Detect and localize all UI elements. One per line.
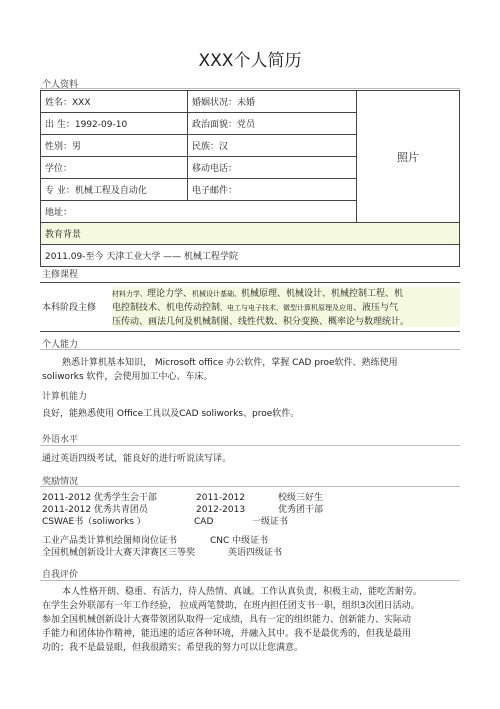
- award-item: 优秀团干部: [278, 505, 324, 515]
- award-item: 校级三好生: [278, 493, 324, 503]
- photo-placeholder: 照片: [357, 91, 460, 223]
- degree-cell: 学位：: [41, 157, 188, 179]
- politics-cell: 政治面貌：党员: [188, 113, 357, 135]
- divider: [40, 580, 460, 581]
- computer-text: 良好，能熟悉使用 Office工具以及CAD soliworks、proe软件。: [42, 409, 300, 419]
- email-cell: 电子邮件：: [188, 179, 357, 201]
- award-row: [42, 516, 462, 528]
- courses-line-1: [112, 287, 460, 301]
- cert-item: CNC 中级证书: [210, 536, 269, 546]
- section-foreign-language: 外语水平: [42, 435, 79, 445]
- awards-list: [42, 492, 462, 528]
- award-year: 2012-2013: [196, 505, 246, 515]
- courses-label: 本科阶段主修: [42, 303, 97, 313]
- page-title: XXX个人简历: [198, 51, 302, 71]
- section-awards: 奖励情况: [42, 477, 79, 487]
- cert-row: [42, 535, 462, 547]
- award-item: 2011-2012 优秀共青团员: [42, 505, 148, 515]
- divider: [40, 349, 460, 350]
- cert-item: 工业产品类计算机绘图师岗位证书: [42, 536, 178, 546]
- course-item: 、电工与电子技术、微型计算机原理及应用: [220, 304, 354, 312]
- cert-row: [42, 547, 462, 559]
- section-self-evaluation: 自我评价: [42, 570, 79, 580]
- birth-cell: 出 生：1992-09-10: [41, 113, 188, 135]
- courses-list: [112, 287, 460, 327]
- section-ability: 个人能力: [42, 340, 79, 350]
- course-item: 机械原理、机械设计、机械控制工程、机: [241, 289, 404, 299]
- award-row: [42, 504, 462, 516]
- self-evaluation-text: [42, 585, 462, 655]
- education-header: 教育背景: [41, 223, 460, 245]
- mobile-cell: 移动电话：: [188, 157, 357, 179]
- course-item: 、液压与气: [353, 303, 399, 313]
- divider: [40, 88, 460, 89]
- self-eval-line: 手能力和团体协作精神，能迅速的适应各种环境，并融入其中。我不是最优秀的，但我是最用: [42, 629, 412, 639]
- course-item: 机械设计基础、: [192, 290, 242, 298]
- ability-text-line-2: soliworks 软件，会使用加工中心、车床。: [42, 372, 213, 382]
- personal-info-table: [40, 90, 460, 267]
- course-item: 电控制技术、机电传动控制: [112, 303, 221, 313]
- cert-item: 英语四级证书: [228, 548, 283, 558]
- ethnicity-cell: 民族：汉: [188, 135, 357, 157]
- self-eval-line: 本人性格开朗、稳重、有活力，待人热情、真诚。工作认真负责，积极主动，能吃苦耐劳。: [62, 587, 423, 597]
- major-cell: 专 业：机械工程及自动化: [41, 179, 188, 201]
- ability-text-line-1: 熟悉计算机基本知识， Microsoft office 办公软件，掌握 CAD proe软件、熟练使用: [62, 358, 398, 368]
- courses-line-2: [112, 301, 460, 315]
- section-personal: 个人资料: [42, 80, 79, 90]
- name-cell: 姓名：XXX: [41, 91, 188, 113]
- course-item: 材料力学、: [112, 290, 147, 298]
- award-item: 一级证书: [252, 517, 289, 527]
- section-major-courses: 主修课程: [42, 270, 79, 280]
- course-item: 理论力学、: [147, 289, 193, 299]
- certificates-list: [42, 535, 462, 559]
- award-item: CSWAE书（soliworks ）: [42, 517, 146, 527]
- self-eval-line: 参加全国机械创新设计大赛带领团队取得一定成绩，具有一定的组织能力、创新能力、实际动: [42, 615, 412, 625]
- cert-item: 全国机械创新设计大赛天津赛区三等奖: [42, 548, 196, 558]
- divider: [40, 486, 460, 487]
- award-item: 2011-2012 优秀学生会干部: [42, 493, 157, 503]
- education-row: 2011.09-至今 天津工业大学 —— 机械工程学院: [41, 245, 460, 267]
- award-row: [42, 492, 462, 504]
- gender-cell: 性别：男: [41, 135, 188, 157]
- section-computer: 计算机能力: [42, 392, 88, 402]
- address-cell: 地址：: [41, 201, 357, 223]
- award-item: CAD: [194, 517, 214, 527]
- courses-line-3: 压传动、画法几何及机械制图、线性代数、积分变换、概率论与数理统计。: [112, 317, 410, 327]
- foreign-language-text: 通过英语四级考试，能良好的进行听说读写译。: [42, 454, 232, 464]
- courses-block: [40, 282, 460, 332]
- divider: [40, 445, 460, 446]
- award-year: 2011-2012: [196, 493, 246, 503]
- self-eval-line: 在学生会外联部有一年工作经验， 拉成两笔赞助，在班内担任团支书一职，组织3次团日活动。: [42, 601, 420, 611]
- marital-cell: 婚姻状况：未婚: [188, 91, 357, 113]
- self-eval-line: 功的；我不是最显眼，但我很踏实；希望我的努力可以让您满意。: [42, 643, 304, 653]
